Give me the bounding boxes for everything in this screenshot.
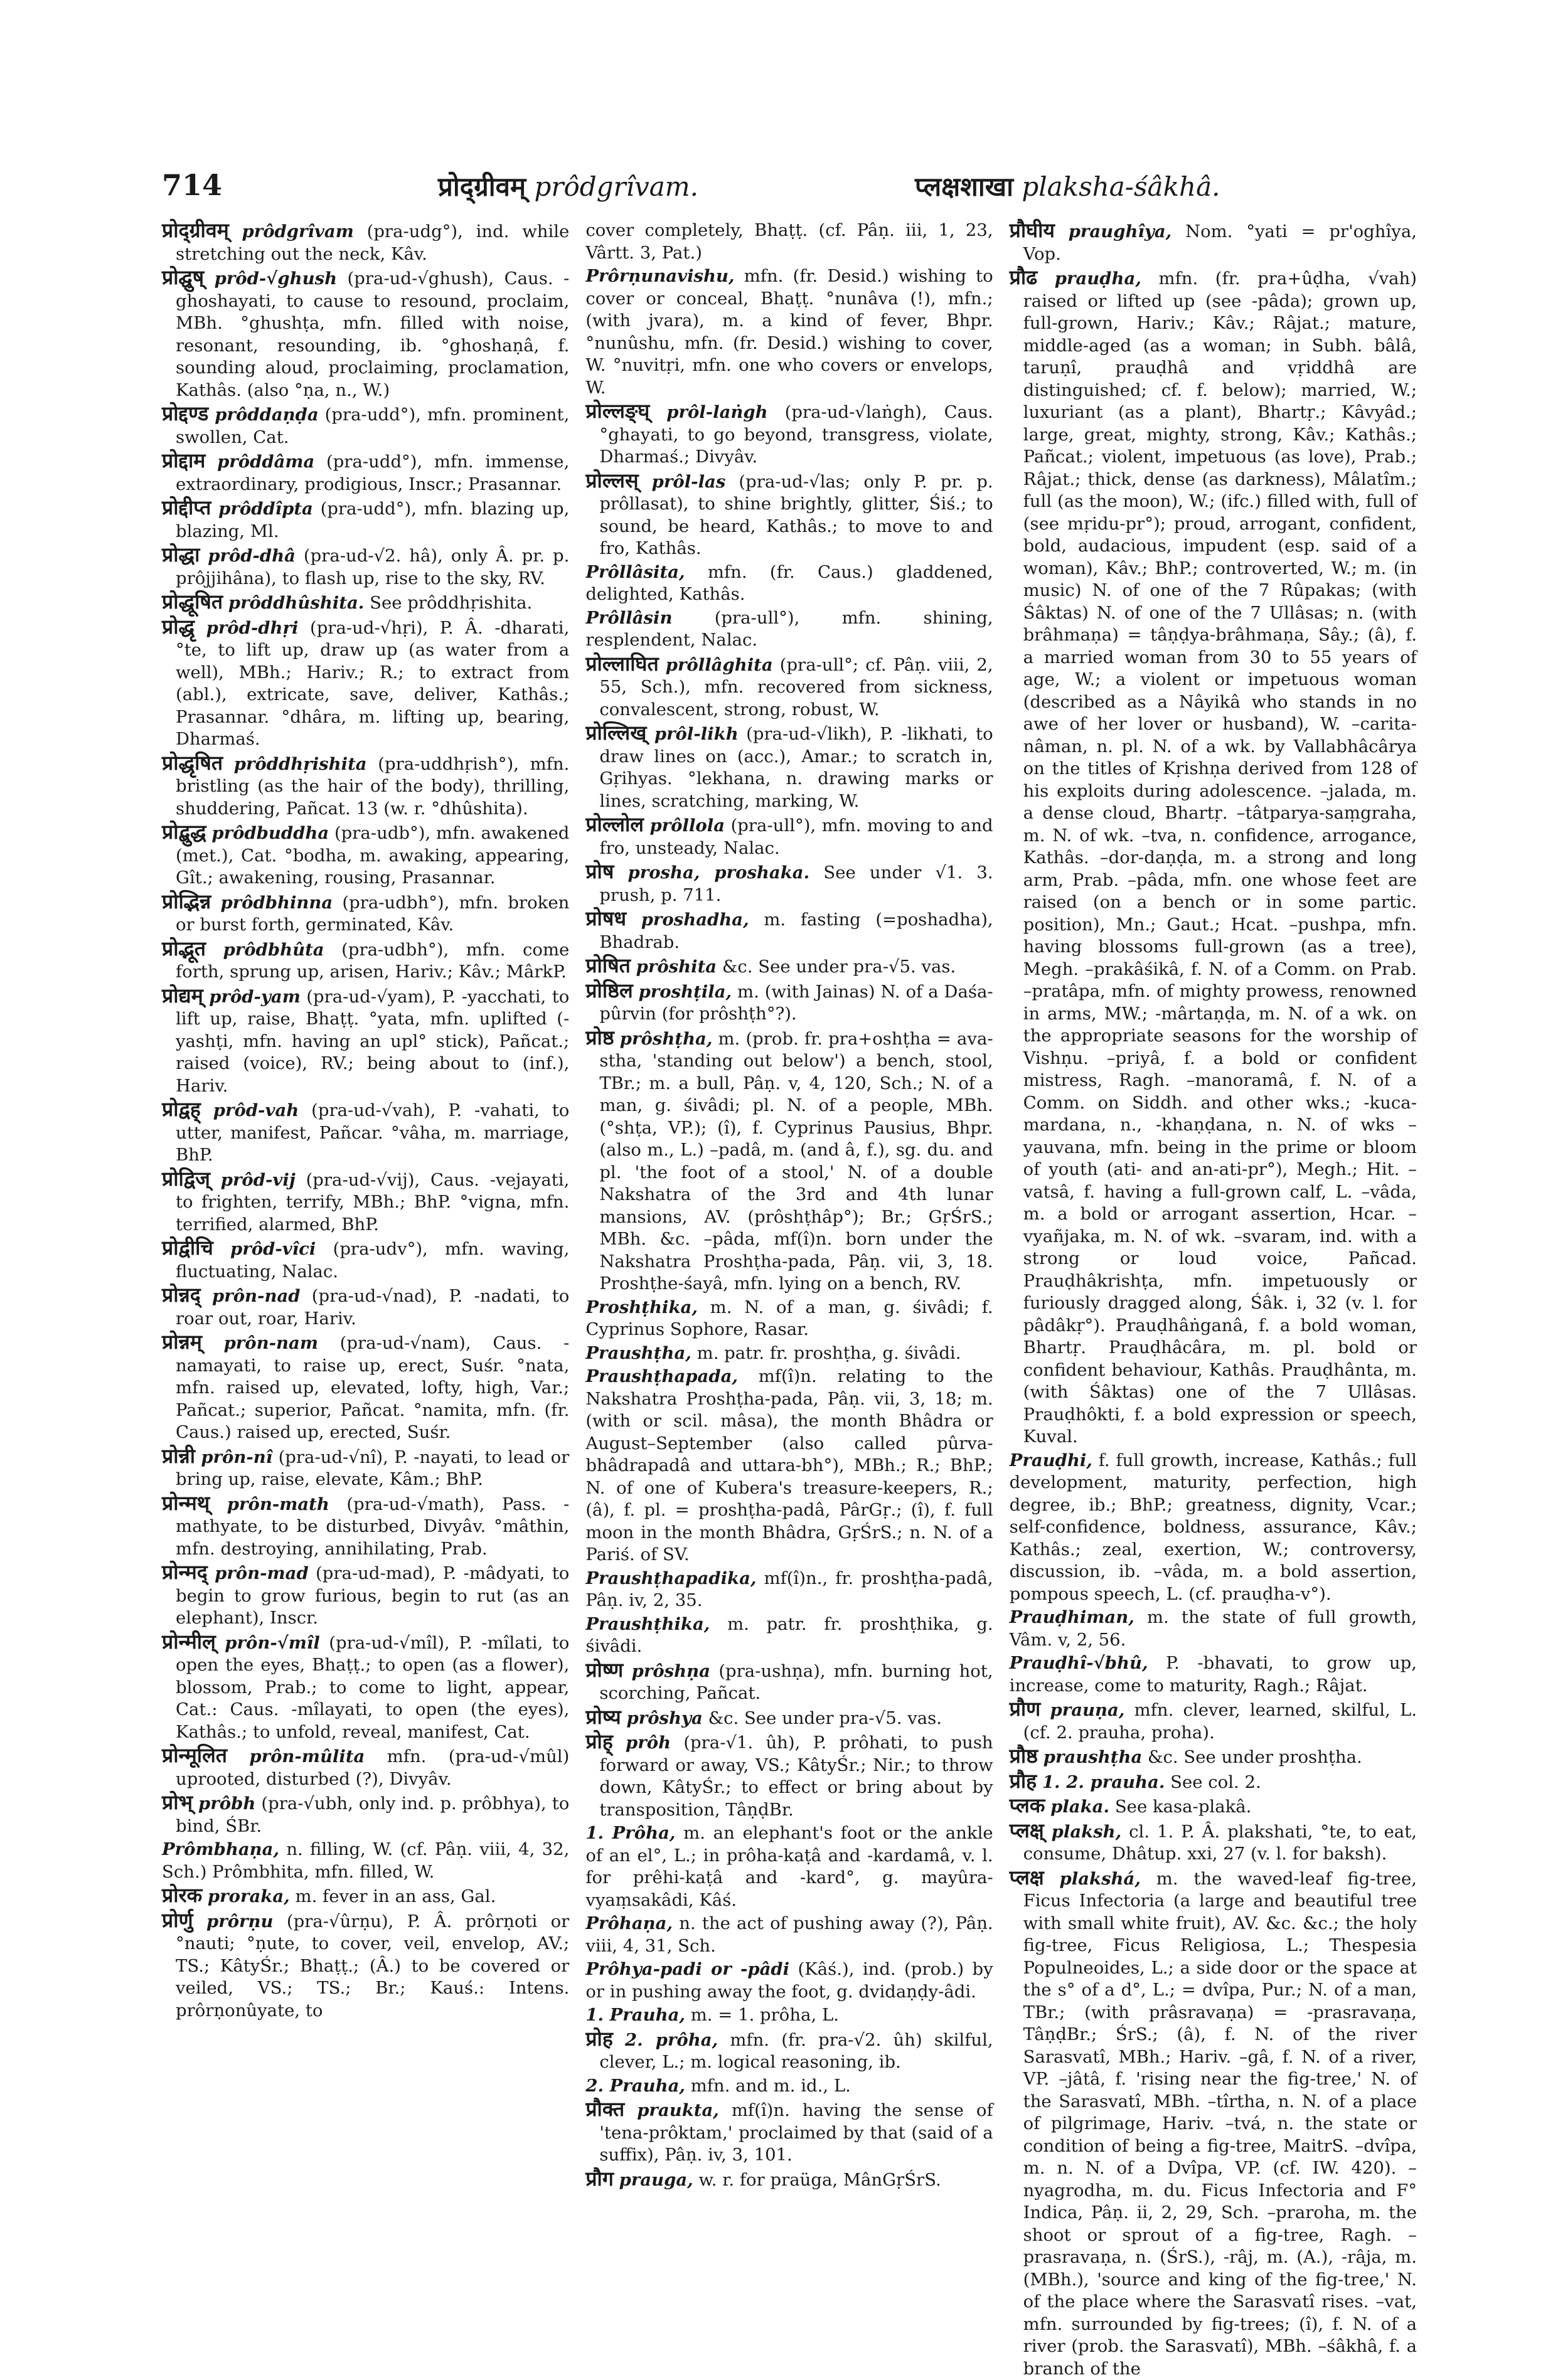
headword-devanagari: प्रोद्दाम bbox=[162, 449, 205, 472]
entry-definition: m. (prob. fr. pra+oshṭha = ava-stha, 'standing out below') a bench, stool, TBr.; m. a bull, Pâṇ. v, 4, 120, Sch.; N. of a man, g. śivâdi; pl. N. of a people, MBh. (°shṭa, VP.); (î), f. Cyprinus Pausius, Bhpr. (also m., L.) –padâ, m. (and â, f.), sg. du. and pl. 'the foot of a stool,' N. of a double Nakshatra of the 3rd and 4th lunar mansions, AV. (prôshṭhâp°); Br.; GṛŚrS.; MBh. &c. –pâda, mf(î)n. born under the Nakshatra Proshṭha-pada, Pâṇ. vii, 3, 18. Proshṭhe-śayâ, mfn. lying on a bench, RV. bbox=[599, 1029, 993, 1294]
headword-devanagari: प्रोष्ठ bbox=[585, 1026, 614, 1049]
head-right-latin: plaksha-śâkhâ. bbox=[1022, 171, 1220, 202]
headword-devanagari: प्रोष्ठिल bbox=[585, 979, 632, 1002]
dictionary-entry bbox=[1010, 1652, 1417, 1697]
entry-definition: &c. See under pra-√5. vas. bbox=[708, 1708, 942, 1728]
headword-devanagari: प्रोद्भिन्न bbox=[162, 890, 211, 913]
headword-transliteration: prôd-vah bbox=[213, 1100, 299, 1120]
entry-definition: (pra-ud-√nî), P. -nayati, to lead or bring up, raise, elevate, Kâm.; BhP. bbox=[176, 1447, 569, 1490]
entry-definition: mfn. (pra-ud-√mûl) uprooted, disturbed (?), Divyâv. bbox=[176, 1746, 569, 1789]
headword-transliteration: prôd-vîci bbox=[230, 1239, 316, 1259]
headword-transliteration: prôn-mûlita bbox=[249, 1746, 365, 1766]
dictionary-entry bbox=[162, 752, 569, 821]
headword-transliteration: prôddaṇḍa bbox=[215, 405, 318, 425]
dictionary-entry bbox=[585, 1958, 993, 2003]
headword-devanagari: प्रोद्बुद्ध bbox=[162, 820, 206, 844]
headword-devanagari: प्रौण bbox=[1010, 1697, 1041, 1721]
entry-definition: cover completely, Bhaṭṭ. (cf. Pâṇ. iii, 1, 23, Vârtt. 3, Pat.) bbox=[585, 220, 993, 263]
entry-definition: mf(î)n. relating to the Nakshatra Proshṭha-pada, Pâṇ. vii, 3, 18; m. (with or scil. mâsa), the month Bhâdra or August–September (also called pûrva-bhâdrapadâ and uttara-bh°), MBh.; R.; BhP.; N. of one of Kubera's treasure-keepers, R.; (â), f. pl. = proshṭha-padâ, PârGṛ.; (î), f. full moon in the month Bhâdra, GṛŚrS.; n. N. of a Pariś. of SV. bbox=[585, 1366, 993, 1565]
headword-devanagari: प्रोष्य bbox=[585, 1705, 621, 1729]
page-number: 714 bbox=[162, 168, 222, 202]
entry-definition: (pra-ud-√likh), P. -likhati, to draw lines on (acc.), Amar.; to scratch in, Gṛihyas. °lekhana, n. drawing marks or lines, scratching, marking, W. bbox=[599, 724, 993, 811]
headword-devanagari: प्रोद्ग्रीवम् bbox=[162, 218, 229, 242]
headword-transliteration: Prauḍhi, bbox=[1010, 1450, 1092, 1470]
headword-devanagari: प्लक्ष् bbox=[1010, 1819, 1044, 1842]
headword-transliteration: prôd-yam bbox=[209, 987, 301, 1007]
dictionary-entry bbox=[162, 1631, 569, 1744]
dictionary-entry bbox=[162, 1098, 569, 1167]
dictionary-entry bbox=[162, 821, 569, 890]
entry-definition: (pra-√ûrṇu), P. Â. prôrṇoti or °nauti; °ṇute, to cover, veil, envelop, AV.; TS.; KâtyŚr.; Bhaṭṭ.; (Â.) to be covered or veiled, VS.; TS.; Br.; Kauś.: Intens. prôrṇonûyate, to bbox=[176, 1911, 569, 2021]
dictionary-entry bbox=[162, 616, 569, 751]
headword-transliteration: prôh bbox=[626, 1733, 671, 1753]
headword-devanagari: प्रौढ bbox=[1010, 265, 1038, 289]
dictionary-entry bbox=[1010, 220, 1417, 265]
headword-transliteration: praushṭha bbox=[1043, 1747, 1143, 1767]
headword-transliteration: prôshṭha, bbox=[620, 1029, 713, 1049]
entry-definition: mfn. and m. id., L. bbox=[691, 2076, 851, 2096]
headword-transliteration: prôshṇa bbox=[632, 1661, 710, 1681]
headword-transliteration: prôn-nî bbox=[201, 1447, 272, 1467]
headword-transliteration: prôddhṛishita bbox=[234, 754, 367, 774]
headword-devanagari: प्रोद्वह् bbox=[162, 1097, 201, 1121]
headword-transliteration: plaka. bbox=[1050, 1797, 1109, 1817]
entry-definition: See kasa-plakâ. bbox=[1115, 1797, 1252, 1817]
headword-devanagari: प्रोल्लाघित bbox=[585, 652, 658, 676]
headword-devanagari: प्रोषध bbox=[585, 906, 626, 930]
entry-definition: mfn. (fr. pra+ûḍha, √vah) raised or lifted up (see -pâda); grown up, full-grown, Hariv.; Kâv.; Râjat.; mature, middle-aged (as a woman; in Subh. bâlâ, taruṇî, prauḍhâ and vṛiddhâ are distinguished; cf. f. below); married, W.; luxuriant (as a plant), Bhartṛ.; Kâvyâd.; large, great, mighty, strong, Kâv.; Kathâs.; Pañcat.; violent, impetuous (as love), Prab.; Râjat.; thick, dense (as darkness), Mâlatîm.; full (as the moon), W.; (ifc.) filled with, full of (see mṛidu-pr°); proud, arrogant, confident, bold, audacious, impudent (esp. said of a woman), Kâv.; BhP.; controverted, W.; m. (in music) N. of one of the 7 Rûpakas; (with Śâktas) N. of one of the 7 Ullâsas; n. (with brâhmaṇa) = tâṇḍya-brâhmaṇa, Sây.; (â), f. a married woman from 30 to 55 years of age, W.; a violent or impetuous woman (described as a Nâyikâ who stands in no awe of her lover or husband), W. –carita-nâman, n. pl. N. of a wk. by Vallabhâcârya on the titles of Kṛishṇa derived from 128 of his exploits during adolescence. –jalada, m. a dense cloud, Bhartṛ. –tâtparya-saṃgraha, m. N. of wk. –tva, n. confidence, arrogance, Kathâs. –dor-daṇḍa, m. a strong and long arm, Prab. –pâda, mfn. one whose feet are raised (on a bench or in some partic. position), Mn.; Gaut.; Hcat. –pushpa, mfn. having blossoms full-grown (as a tree), Megh. –prakâśikâ, f. N. of a Comm. on Prab. –pratâpa, mfn. of mighty prowess, renowned in arms, MW.; -mârtaṇḍa, m. N. of a wk. on the appropriate seasons for the worship of Vishṇu. –priyâ, f. a bold or confident mistress, Ragh. –manoramâ, f. N. of a Comm. on Siddh. and other wks.; -kuca-mardana, n., -khaṇḍana, n. N. of wks –yauvana, mfn. being in the prime or bloom of youth (ati- and an-ati-pr°), Megh.; Hit. –vatsâ, f. having a full-grown calf, L. –vâda, m. a bold or arrogant assertion, Hcar. –vyañjaka, m. N. of wk. –svaram, ind. with a strong or loud voice, Pañcad. Prauḍhâkrishṭa, mfn. impetuously or furiously dragged along, Śâk. i, 32 (v. l. for pâdâkṛ°). Prauḍhâṅganâ, f. a bold woman, Bhartṛ. Prauḍhâcâra, m. pl. bold or confident behaviour, Kathâs. Prauḍhânta, m. (with Śâktas) one of the 7 Ullâsas. Prauḍhôkti, f. a bold expression or speech, Kuval. bbox=[1023, 268, 1417, 1447]
dictionary-entry bbox=[585, 400, 993, 469]
entry-definition: (pra-ud-√nam), Caus. -namayati, to raise up, erect, Suśr. °nata, mfn. raised up, elevated, lofty, high, Var.; Pañcat.; superior, Pañcat. °namita, mfn. (fr. Caus.) raised up, erected, Suśr. bbox=[176, 1333, 569, 1442]
dictionary-entry bbox=[585, 607, 993, 652]
entry-definition: (pra-ud-√vij), Caus. -vejayati, to frighten, terrify, MBh.; BhP. °vigna, mfn. terrified, alarmed, BhP. bbox=[176, 1170, 569, 1235]
dictionary-entry bbox=[585, 908, 993, 954]
dictionary-entry bbox=[585, 1342, 993, 1365]
headword-transliteration: prôd-√ghush bbox=[215, 268, 337, 289]
entry-definition: (pra-ud-√nad), P. -nadati, to roar out, roar, Hariv. bbox=[176, 1286, 569, 1329]
headword-transliteration: prôd-vij bbox=[221, 1170, 296, 1190]
headword-transliteration: Proshṭhika, bbox=[585, 1297, 698, 1317]
headword-devanagari: प्रोर्णु bbox=[162, 1908, 193, 1932]
headword-transliteration: prôn-math bbox=[227, 1494, 329, 1514]
entry-definition: (pra-√ubh, only ind. p. prôbhya), to bind, ŚBr. bbox=[176, 1793, 569, 1836]
entry-definition: (pra-ud-√2. hâ), only Â. pr. p. prôjjihâna), to flash up, rise to the sky, RV. bbox=[176, 546, 569, 588]
headword-transliteration: prôl-laṅgh bbox=[666, 402, 767, 422]
dictionary-entry bbox=[162, 1792, 569, 1837]
dictionary-entry bbox=[585, 1822, 993, 1911]
entry-definition: mfn. (fr. pra-√2. ûh) skilful, clever, L.; m. logical reasoning, ib. bbox=[599, 2030, 993, 2073]
headword-devanagari: प्लक bbox=[1010, 1793, 1045, 1817]
dictionary-entry bbox=[1010, 267, 1417, 1448]
dictionary-entry bbox=[162, 403, 569, 449]
headword-devanagari: प्रोद्धृषित bbox=[162, 751, 223, 775]
headword-devanagari: प्लक्ष bbox=[1010, 1866, 1044, 1889]
headword-devanagari: प्रोष्ण bbox=[585, 1658, 623, 1682]
headword-transliteration: plaksh, bbox=[1052, 1822, 1122, 1842]
dictionary-entry bbox=[585, 955, 993, 979]
column-2 bbox=[585, 220, 993, 2152]
dictionary-entry bbox=[585, 2098, 993, 2167]
dictionary-entry bbox=[585, 1027, 993, 1295]
dictionary-entry bbox=[162, 1331, 569, 1444]
headword-transliteration: Prauḍhî-√bhû, bbox=[1010, 1653, 1148, 1673]
head-left-devanagari: प्रोद्ग्रीवम् bbox=[438, 171, 526, 202]
entry-definition: (pra-udbh°), mfn. come forth, sprung up, arisen, Hariv.; Kâv.; MârkP. bbox=[176, 940, 569, 982]
head-right-devanagari: प्लक्षशाखा bbox=[915, 171, 1013, 202]
dictionary-entry bbox=[162, 938, 569, 984]
entry-definition: (pra-udb°), mfn. awakened (met.), Cat. °bodha, m. awaking, appearing, Gît.; awakening, rousing, Prasannar. bbox=[176, 823, 569, 888]
headword-transliteration: prôbh bbox=[198, 1793, 255, 1814]
entry-definition: (pra-ud-√vah), P. -vahati, to utter, manifest, Pañcar. °vâha, m. marriage, BhP. bbox=[176, 1100, 569, 1165]
dictionary-entry bbox=[585, 1297, 993, 1341]
dictionary-entry bbox=[585, 265, 993, 399]
headword-transliteration: Prôhya-padi or -pâdi bbox=[585, 1959, 789, 1979]
headword-devanagari: प्रोन्नद् bbox=[162, 1283, 201, 1307]
columns bbox=[162, 220, 1417, 2152]
headword-devanagari: प्रोन्मील् bbox=[162, 1630, 216, 1654]
entry-definition: &c. See under pra-√5. vas. bbox=[722, 957, 956, 977]
entry-definition: (pra-ud-√ghush), Caus. -ghoshayati, to cause to resound, proclaim, MBh. °ghushṭa, mfn. filled with noise, resonant, resounding, ib. °ghoshaṇâ, f. sounding aloud, proclaiming, proclamation, Kathâs. (also °ṇa, n., W.) bbox=[176, 268, 569, 400]
headword-devanagari: प्रौष्ठ bbox=[1010, 1744, 1038, 1768]
entry-definition: (pra-uddhṛish°), mfn. bristling (as the hair of the body), thrilling, shuddering, Pañcat. 13 (w. r. °dhûshita). bbox=[176, 754, 569, 819]
entry-definition: See under √1. 3. prush, p. 711. bbox=[599, 863, 993, 905]
entry-definition: m. the state of full growth, Vâm. v, 2, 56. bbox=[1010, 1607, 1417, 1650]
headword-devanagari: प्रोभ् bbox=[162, 1790, 193, 1814]
headword-devanagari: प्रोल्लस् bbox=[585, 469, 638, 492]
dictionary-entry bbox=[162, 1237, 569, 1283]
entry-definition: (pra-udg°), ind. while stretching out the neck, Kâv. bbox=[176, 221, 569, 264]
entry-definition: (Kâś.), ind. (prob.) by or in pushing away the foot, g. dvidaṇḍy-âdi. bbox=[585, 1959, 993, 2002]
headword-transliteration: Prôrṇunavishu, bbox=[585, 266, 734, 286]
dictionary-entry bbox=[162, 891, 569, 937]
entry-definition: mfn. (fr. Caus.) gladdened, delighted, Kathâs. bbox=[585, 562, 993, 605]
entry-definition: P. -bhavati, to grow up, increase, come to maturity, Ragh.; Râjat. bbox=[1010, 1653, 1417, 1696]
entry-definition: n. filling, W. (cf. Pâṇ. viii, 4, 32, Sch.) Prômbhita, mfn. filled, W. bbox=[162, 1839, 569, 1882]
dictionary-entry bbox=[585, 1568, 993, 1612]
dictionary-entry bbox=[162, 591, 569, 615]
headword-devanagari: प्रोद्दीप्त bbox=[162, 496, 211, 519]
headword-transliteration: Prôllâsita, bbox=[585, 562, 685, 582]
headword-transliteration: 1. Prauha, bbox=[585, 2005, 685, 2025]
dictionary-entry bbox=[162, 1884, 569, 1908]
dictionary-entry bbox=[162, 497, 569, 543]
dictionary-entry bbox=[585, 2028, 993, 2074]
headword-transliteration: prôn-nam bbox=[224, 1333, 318, 1353]
headword-devanagari: प्रोद्दण्ड bbox=[162, 401, 208, 425]
running-head bbox=[162, 168, 1417, 218]
dictionary-entry bbox=[585, 2004, 993, 2027]
headword-transliteration: Prauḍhiman, bbox=[1010, 1607, 1134, 1627]
dictionary-entry bbox=[162, 985, 569, 1098]
dictionary-entry bbox=[162, 544, 569, 590]
entry-definition: (pra-udv°), mfn. waving, fluctuating, Nalac. bbox=[176, 1239, 569, 1282]
entry-definition: (pra-ud-√hṛi), P. Â. -dharati, °te, to lift up, draw up (as water from a well), MBh.; Hariv.; R.; to extract from (abl.), extricate, save, deliver, Kathâs.; Prasannar. °dhâra, m. lifting up, bearing, Dharmaś. bbox=[176, 618, 569, 750]
entry-definition: (pra-√1. ûh), P. prôhati, to push forward or away, VS.; KâtyŚr.; Nir.; to throw down, KâtyŚr.; to effect or bring about by transposition, TâṇḍBr. bbox=[599, 1733, 993, 1820]
headword-transliteration: prôshya bbox=[627, 1708, 703, 1728]
headword-devanagari: प्रोषित bbox=[585, 954, 631, 977]
headword-transliteration: prôdgrîvam bbox=[242, 221, 354, 242]
headword-transliteration: prauḍha, bbox=[1055, 268, 1141, 289]
dictionary-entry bbox=[585, 1613, 993, 1658]
dictionary-entry bbox=[1010, 1795, 1417, 1819]
entry-definition: m. = 1. prôha, L. bbox=[691, 2005, 839, 2025]
headword-devanagari: प्रौग bbox=[585, 2167, 614, 2191]
headword-transliteration: Prôhaṇa, bbox=[585, 1913, 673, 1933]
dictionary-entry bbox=[585, 653, 993, 721]
entry-definition: m. patr. fr. proshṭha, g. śivâdi. bbox=[697, 1343, 961, 1363]
headword-devanagari: प्रोन्मथ् bbox=[162, 1491, 210, 1515]
entry-definition: (pra-ud-√laṅgh), Caus. °ghayati, to go beyond, transgress, violate, Dharmaś.; Divyâv. bbox=[599, 402, 993, 467]
entry-definition: (pra-ud-√las; only P. pr. p. prôllasat), to shine brightly, glitter, Śiś.; to sound, be heard, Kathâs.; to move to and fro, Kathâs. bbox=[599, 472, 993, 559]
headword-transliteration: prôdbhinna bbox=[220, 893, 333, 913]
headword-transliteration: 1. 2. prauha. bbox=[1042, 1772, 1165, 1792]
headword-transliteration: prôn-nad bbox=[212, 1286, 301, 1306]
headword-transliteration: prôd-dhṛi bbox=[206, 618, 299, 638]
column-1 bbox=[162, 220, 569, 2152]
entry-definition: (pra-udd°), mfn. prominent, swollen, Cat. bbox=[176, 405, 569, 447]
entry-definition: (pra-udd°), mfn. immense, extraordinary, prodigious, Inscr.; Prasannar. bbox=[176, 452, 569, 494]
headword-transliteration: prôdbuddha bbox=[211, 823, 329, 843]
entry-definition: (pra-ud-√yam), P. -yacchati, to lift up, raise, Bhaṭṭ. °yata, mfn. uplifted (-yashṭi, mfn. having an upl° stick), Pañcat.; raised (voice), RV.; being about to (inf.), Hariv. bbox=[176, 987, 569, 1096]
entry-definition: mfn. (fr. Desid.) wishing to cover or conceal, Bhaṭṭ. °nunâva (!), mfn.; (with jvara), m. a kind of fever, Bhpr. °nunûshu, mfn. (fr. Desid.) wishing to cover, W. °nuvitṛi, mfn. one who covers or envelops, W. bbox=[585, 266, 993, 398]
dictionary-entry bbox=[585, 814, 993, 859]
headword-transliteration: Praushṭhapadika, bbox=[585, 1568, 756, 1588]
headword-transliteration: proshṭila, bbox=[639, 982, 732, 1002]
dictionary-entry bbox=[585, 1706, 993, 1730]
headword-devanagari: प्रोह bbox=[585, 2027, 613, 2051]
dictionary-entry bbox=[1010, 1745, 1417, 1769]
headword-devanagari: प्रोन्मूलित bbox=[162, 1743, 227, 1767]
dictionary-entry bbox=[162, 450, 569, 496]
entry-definition: f. full growth, increase, Kathâs.; full development, maturity, perfection, high degree, ib.; BhP.; greatness, dignity, Vcar.; self-confidence, boldness, assurance, Kâv.; Kathâs.; zeal, exertion, W.; controversy, discussion, ib. –vâda, m. a bold assertion, pompous speech, L. (cf. prauḍha-v°). bbox=[1010, 1450, 1417, 1604]
dictionary-entry bbox=[585, 1913, 993, 1957]
headword-transliteration: Prôllâsin bbox=[585, 608, 672, 628]
entry-definition: (pra-ull°), mfn. shining, resplendent, Nalac. bbox=[585, 608, 993, 651]
headword-transliteration: Praushṭha, bbox=[585, 1343, 691, 1363]
headword-devanagari: प्रोल्लङ्घ् bbox=[585, 399, 649, 423]
entry-definition: &c. See under proshṭha. bbox=[1148, 1747, 1362, 1767]
dictionary-entry bbox=[162, 1745, 569, 1790]
column-3 bbox=[1010, 220, 1417, 2152]
dictionary-entry bbox=[1010, 1450, 1417, 1606]
headword-transliteration: prôn-mad bbox=[215, 1563, 309, 1583]
entry-definition: Nom. °yati = pr'oghîya, Vop. bbox=[1023, 221, 1417, 264]
entry-definition: m. (with Jainas) N. of a Daśa-pûrvin (for prôshṭh°?). bbox=[599, 982, 993, 1024]
headword-transliteration: praukta, bbox=[637, 2100, 719, 2120]
dictionary-entry bbox=[162, 1492, 569, 1561]
headword-transliteration: prôdbhûta bbox=[223, 940, 324, 960]
dictionary-entry bbox=[162, 1284, 569, 1330]
dictionary-entry bbox=[585, 2168, 993, 2192]
entry-definition: (pra-ull°), mfn. moving to and fro, unsteady, Nalac. bbox=[599, 815, 993, 858]
headword-transliteration: prôllâghita bbox=[666, 655, 773, 675]
headword-transliteration: prosha, proshaka. bbox=[627, 863, 809, 883]
dictionary-entry bbox=[162, 1561, 569, 1630]
headword-transliteration: prôllola bbox=[649, 815, 725, 836]
entry-definition: (pra-udbh°), mfn. broken or burst forth, germinated, Kâv. bbox=[176, 893, 569, 935]
headword-transliteration: prauṇa, bbox=[1050, 1700, 1125, 1720]
headword-devanagari: प्रोह् bbox=[585, 1729, 613, 1753]
entry-definition: m. an elephant's foot or the ankle of an el°, L.; in prôha-kaṭâ and -kardamâ, v. l. for prêhi-kaṭâ and -kard°, g. mayûra-vyaṃsakâdi, Kâś. bbox=[585, 1823, 993, 1910]
dictionary-entry bbox=[162, 1445, 569, 1491]
headword-devanagari: प्रोल्लोल bbox=[585, 812, 644, 836]
entry-definition: cl. 1. P. Â. plakshati, °te, to eat, consume, Dhâtup. xxi, 27 (v. l. for baksh). bbox=[1023, 1822, 1417, 1864]
dictionary-entry bbox=[585, 2075, 993, 2098]
headword-transliteration: proshadha, bbox=[641, 910, 749, 930]
headword-transliteration: prôl-las bbox=[652, 472, 726, 492]
head-right bbox=[915, 168, 1220, 204]
head-left bbox=[438, 168, 698, 204]
headword-devanagari: प्रोद्घुष् bbox=[162, 265, 204, 289]
headword-transliteration: prôddhûshita. bbox=[228, 593, 365, 613]
entry-definition: m. fasting (=poshadha), Bhadrab. bbox=[599, 910, 993, 952]
head-left-latin: prôdgrîvam. bbox=[534, 171, 698, 202]
headword-transliteration: 2. Prauha, bbox=[585, 2076, 685, 2096]
entry-definition: mf(î)n. having the sense of 'tena-prôktam,' proclaimed by that (said of a suffix), Pâṇ. iv, 3, 101. bbox=[599, 2100, 993, 2165]
headword-transliteration: plakshá, bbox=[1060, 1869, 1141, 1889]
dictionary-entry bbox=[162, 1839, 569, 1883]
dictionary-entry bbox=[585, 722, 993, 812]
dictionary-entry bbox=[1010, 1867, 1417, 2380]
dictionary-entry bbox=[162, 1168, 569, 1236]
entry-definition: mfn. clever, learned, skilful, L. (cf. 2. prauha, proha). bbox=[1023, 1700, 1417, 1743]
dictionary-entry bbox=[585, 561, 993, 606]
headword-devanagari: प्रोद्धा bbox=[162, 543, 200, 566]
headword-transliteration: Praushṭhapada, bbox=[585, 1366, 738, 1386]
dictionary-entry bbox=[1010, 1820, 1417, 1866]
dictionary-entry bbox=[1010, 1770, 1417, 1794]
headword-devanagari: प्रोन्नी bbox=[162, 1444, 195, 1468]
headword-transliteration: prôrṇu bbox=[206, 1911, 274, 1931]
entry-definition: m. patr. fr. proshṭhika, g. śivâdi. bbox=[585, 1614, 993, 1657]
entry-definition: See prôddhṛishita. bbox=[370, 593, 532, 613]
headword-transliteration: prôl-likh bbox=[654, 724, 739, 744]
headword-devanagari: प्रौक्त bbox=[585, 2097, 624, 2121]
entry-definition: w. r. for praüga, MânGṛŚrS. bbox=[699, 2170, 941, 2190]
dictionary-entry bbox=[162, 1910, 569, 2022]
dictionary-entry bbox=[162, 267, 569, 401]
dictionary-entry bbox=[585, 861, 993, 906]
headword-devanagari: प्रोन्नम् bbox=[162, 1330, 202, 1354]
headword-devanagari: प्रोद्धृ bbox=[162, 615, 195, 639]
entry-definition: n. the act of pushing away (?), Pâṇ. viii, 4, 31, Sch. bbox=[585, 1913, 993, 1956]
entry-definition: m. N. of a man, g. śivâdi; f. Cyprinus Sophore, Rasar. bbox=[585, 1297, 993, 1340]
entry-definition: (pra-ud-√math), Pass. -mathyate, to be disturbed, Divyâv. °mâthin, mfn. destroying, annihilating, Prab. bbox=[176, 1494, 569, 1559]
dictionary-entry bbox=[585, 470, 993, 560]
headword-devanagari: प्रोद्विज् bbox=[162, 1167, 210, 1191]
headword-transliteration: praughîya, bbox=[1069, 221, 1172, 242]
headword-transliteration: 2. prôha, bbox=[625, 2030, 718, 2050]
dictionary-entry bbox=[585, 1659, 993, 1705]
headword-devanagari: प्रोरक bbox=[162, 1883, 202, 1907]
headword-transliteration: prôd-dhâ bbox=[208, 546, 296, 566]
headword-devanagari: प्रोल्लिख् bbox=[585, 721, 646, 745]
headword-transliteration: proraka, bbox=[208, 1886, 290, 1906]
dictionary-entry bbox=[585, 1731, 993, 1821]
headword-transliteration: Prômbhaṇa, bbox=[162, 1839, 279, 1859]
dictionary-entry bbox=[585, 1366, 993, 1566]
entry-definition: (pra-ull°; cf. Pâṇ. viii, 2, 55, Sch.), mfn. recovered from sickness, convalescent, strong, robust, W. bbox=[599, 655, 993, 720]
headword-transliteration: Praushṭhika, bbox=[585, 1614, 710, 1634]
headword-devanagari: प्रौह bbox=[1010, 1769, 1037, 1793]
dictionary-entry bbox=[585, 220, 993, 264]
entry-definition: (pra-ud-√mîl), P. -mîlati, to open the eyes, Bhaṭṭ.; to open (as a flower), blossom, Prab.; to come to light, appear, Cat.: Caus. -mîlayati, to open (the eyes), Kathâs.; to unfold, reveal, manifest, Cat. bbox=[176, 1633, 569, 1742]
headword-transliteration: prôddâma bbox=[217, 452, 314, 472]
headword-devanagari: प्रोन्मद् bbox=[162, 1560, 208, 1584]
headword-devanagari: प्रोद्धूषित bbox=[162, 590, 223, 614]
headword-devanagari: प्रोद्वीचि bbox=[162, 1236, 213, 1260]
headword-devanagari: प्रोद्भूत bbox=[162, 937, 206, 960]
entry-definition: mf(î)n., fr. proshṭha-padâ, Pâṇ. iv, 2, 35. bbox=[585, 1568, 993, 1611]
dictionary-entry bbox=[585, 980, 993, 1026]
dictionary-entry bbox=[162, 220, 569, 265]
headword-transliteration: 1. Prôha, bbox=[585, 1823, 675, 1843]
headword-transliteration: prauga, bbox=[619, 2170, 693, 2190]
headword-transliteration: prôddîpta bbox=[218, 499, 313, 519]
entry-definition: m. fever in an ass, Gal. bbox=[296, 1886, 496, 1906]
entry-definition: (pra-ud-mad), P. -mâdyati, to begin to grow furious, begin to rut (as an elephant), Inscr. bbox=[176, 1563, 569, 1628]
headword-transliteration: prôshita bbox=[636, 957, 717, 977]
headword-devanagari: प्रौघीय bbox=[1010, 218, 1055, 242]
dictionary-entry bbox=[1010, 1698, 1417, 1744]
entry-definition: m. the waved-leaf fig-tree, Ficus Infectoria (a large and beautiful tree with small white fruit), AV. &c. &c.; the holy fig-tree, Ficus Religiosa, L.; Thespesia Populneoides, L.; a side door or the space at the s° of a d°, L.; = dvîpa, Pur.; N. of a man, TBr.; (with prâsravaṇa) = -prasravaṇa, TâṇḍBr.; ŚrS.; (â), f. N. of the river Sarasvatî, MBh.; Hariv. –gâ, f. N. of a river, VP. –jâtâ, f. 'rising near the fig-tree,' N. of the Sarasvatî, MBh. –tîrtha, n. N. of a place of pilgrimage, Hariv. –tvá, n. the state or condition of being a fig-tree, MaitrS. –dvîpa, m. n. N. of a Dvîpa, VP. (cf. IW. 420). –nyagrodha, m. du. Ficus Infectoria and F° Indica, Pâṇ. ii, 2, 29, Sch. –praroha, m. the shoot or sprout of a fig-tree, Ragh. –prasravaṇa, n. (ŚrS.), -râj, m. (A.), -râja, m. (MBh.), 'source and king of the fig-tree,' N. of the place where the Sarasvatî rises. –vat, mfn. surrounded by fig-trees; (î), f. N. of a river (prob. the Sarasvatî), MBh. –śâkhâ, f. a branch of the bbox=[1023, 1869, 1417, 2379]
entry-definition: (pra-udd°), mfn. blazing up, blazing, Ml. bbox=[176, 499, 569, 541]
entry-definition: (pra-ushṇa), mfn. burning hot, scorching, Pañcat. bbox=[599, 1661, 993, 1704]
entry-definition: See col. 2. bbox=[1170, 1772, 1261, 1792]
headword-devanagari: प्रोष bbox=[585, 859, 614, 883]
dictionary-entry bbox=[1010, 1607, 1417, 1651]
headword-devanagari: प्रोद्यम् bbox=[162, 984, 203, 1007]
headword-transliteration: prôn-√mîl bbox=[225, 1633, 320, 1653]
